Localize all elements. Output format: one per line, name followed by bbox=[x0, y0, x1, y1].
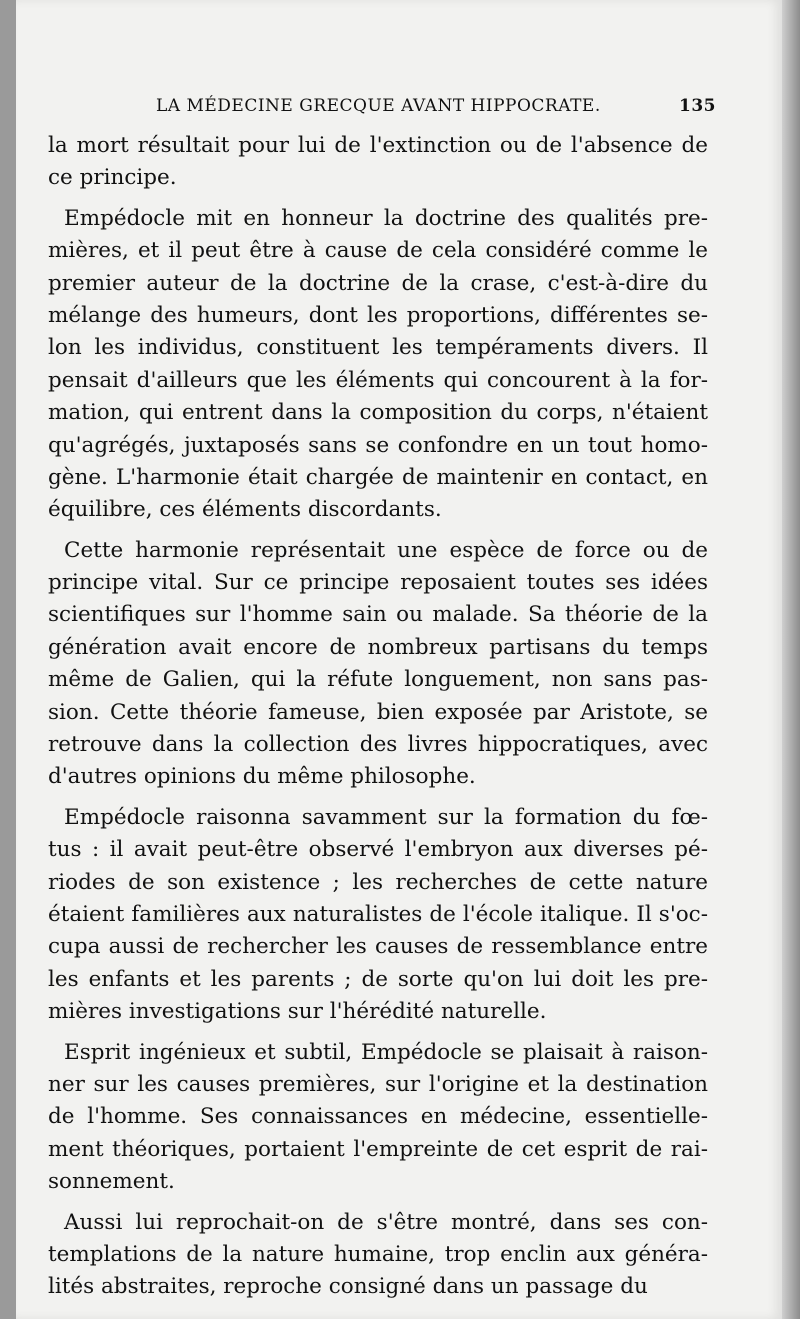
text-line: mation, qui entrent dans la composition du corps, n'étaient bbox=[48, 400, 708, 426]
text-line: lités abstraites, reproche consigné dans un passage du bbox=[48, 1274, 648, 1300]
running-header bbox=[156, 96, 716, 122]
text-line: même de Galien, qui la réfute longuement, non sans pas- bbox=[48, 667, 708, 693]
text-line: équilibre, ces éléments discordants. bbox=[48, 497, 442, 523]
text-line: premier auteur de la doctrine de la crase, c'est-à-dire du bbox=[48, 270, 708, 296]
text-line: pensait d'ailleurs que les éléments qui concourent à la for- bbox=[48, 367, 708, 393]
running-title: LA MÉDECINE GRECQUE AVANT HIPPOCRATE. bbox=[156, 96, 601, 116]
text-line: Cette harmonie représentait une espèce de force ou de bbox=[64, 537, 708, 563]
text-line: principe vital. Sur ce principe reposaient toutes ses idées bbox=[48, 570, 708, 596]
text-line: Aussi lui reprochait-on de s'être montré, dans ses con- bbox=[64, 1209, 708, 1235]
text-line: mélange des humeurs, dont les proportions, différentes se- bbox=[48, 302, 708, 328]
text-line: ce principe. bbox=[48, 165, 177, 191]
text-line: Empédocle mit en honneur la doctrine des qualités pre- bbox=[64, 205, 708, 231]
body-text bbox=[48, 130, 708, 1312]
text-line: qu'agrégés, juxtaposés sans se confondre en un tout homo- bbox=[48, 432, 708, 458]
text-line: d'autres opinions du même philosophe. bbox=[48, 764, 476, 790]
text-line: Empédocle raisonna savamment sur la formation du fœ- bbox=[64, 804, 708, 830]
text-line: tus : il avait peut-être observé l'embryon aux diverses pé- bbox=[48, 837, 708, 863]
text-line: ner sur les causes premières, sur l'origine et la destination bbox=[48, 1071, 708, 1097]
text-line: riodes de son existence ; les recherches de cette nature bbox=[48, 869, 708, 895]
paragraph bbox=[48, 535, 708, 794]
paragraph bbox=[48, 1207, 708, 1304]
paragraph bbox=[48, 130, 708, 195]
text-line: Esprit ingénieux et subtil, Empédocle se plaisait à raison- bbox=[64, 1039, 708, 1065]
text-line: templations de la nature humaine, trop enclin aux généra- bbox=[48, 1241, 708, 1267]
text-line: étaient familières aux naturalistes de l'école italique. Il s'oc- bbox=[48, 901, 708, 927]
text-line: mières, et il peut être à cause de cela considéré comme le bbox=[48, 238, 708, 264]
page-number: 135 bbox=[679, 96, 716, 116]
text-line: les enfants et les parents ; de sorte qu'on lui doit les pre- bbox=[48, 966, 708, 992]
text-line: lon les individus, constituent les tempéraments divers. Il bbox=[48, 335, 708, 361]
text-line: génération avait encore de nombreux partisans du temps bbox=[48, 634, 708, 660]
paragraph bbox=[48, 1037, 708, 1199]
text-line: sion. Cette théorie fameuse, bien exposée par Aristote, se bbox=[48, 699, 708, 725]
text-line: retrouve dans la collection des livres hippocratiques, avec bbox=[48, 732, 708, 758]
text-line: mières investigations sur l'hérédité naturelle. bbox=[48, 999, 547, 1025]
paragraph bbox=[48, 802, 708, 1029]
text-line: sonnement. bbox=[48, 1169, 175, 1195]
text-line: scientifiques sur l'homme sain ou malade. Sa théorie de la bbox=[48, 602, 708, 628]
text-line: gène. L'harmonie était chargée de maintenir en contact, en bbox=[48, 464, 708, 490]
text-line: la mort résultait pour lui de l'extinction ou de l'absence de bbox=[48, 133, 708, 158]
book-page bbox=[16, 0, 782, 1319]
text-line: de l'homme. Ses connaissances en médecine, essentielle- bbox=[48, 1104, 708, 1130]
text-line: cupa aussi de rechercher les causes de ressemblance entre bbox=[48, 934, 708, 960]
text-line: ment théoriques, portaient l'empreinte de cet esprit de rai- bbox=[48, 1136, 708, 1162]
paragraph bbox=[48, 203, 708, 527]
